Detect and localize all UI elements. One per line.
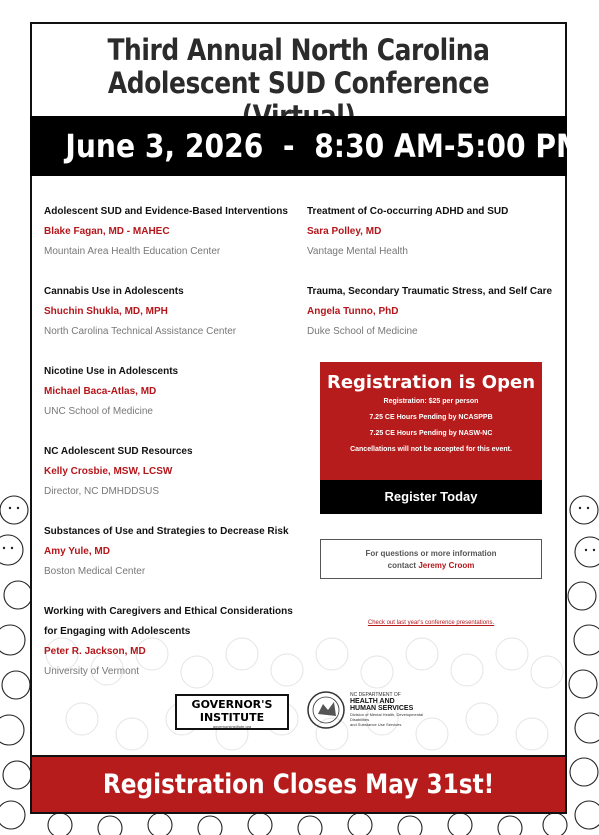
date-time-text: June 3, 2026 - 8:30 AM-5:00 PM <box>65 127 585 165</box>
registration-heading: Registration is Open <box>326 372 536 393</box>
session-org: Director, NC DMHDDSUS <box>44 486 160 497</box>
session-title: Nicotine Use in Adolescents <box>44 366 179 377</box>
session-item <box>44 362 304 422</box>
session-title: Cannabis Use in Adolescents <box>44 286 184 297</box>
title-line-1: Third Annual North Carolina <box>107 33 490 67</box>
cancellation-policy: Cancellations will not be accepted for this event. <box>350 446 512 453</box>
registration-closes-text: Registration Closes May 31st! <box>102 769 495 800</box>
session-speaker: Peter R. Jackson, MD <box>44 646 146 657</box>
governors-institute-logo <box>175 694 289 730</box>
sessions-left-column <box>44 202 304 702</box>
session-item <box>44 202 304 262</box>
session-speaker: Amy Yule, MD <box>44 546 110 557</box>
session-org: North Carolina Technical Assistance Center <box>44 326 237 337</box>
session-title: Substances of Use and Strategies to Decrease Risk <box>44 526 289 537</box>
nc-logo-line-5: and Substance Use Services <box>350 722 402 727</box>
date-time-banner <box>30 116 585 176</box>
session-speaker: Shuchin Shukla, MD, MPH <box>44 306 168 317</box>
contact-name-link[interactable]: Jeremy Croom <box>418 561 475 570</box>
session-title-continued: for Engaging with Adolescents <box>44 626 191 637</box>
session-speaker: Kelly Crosbie, MSW, LCSW <box>44 466 173 477</box>
session-title: NC Adolescent SUD Resources <box>44 446 193 457</box>
ncdhhs-logo <box>306 690 426 732</box>
ce-hours-nasw: 7.25 CE Hours Pending by NASW-NC <box>369 430 493 437</box>
session-item <box>44 282 304 342</box>
contact-prefix: contact <box>387 561 417 570</box>
contact-line-2 <box>321 560 541 572</box>
nc-logo-line-3: HUMAN SERVICES <box>350 705 414 712</box>
session-item <box>44 602 304 682</box>
gov-logo-url: governorsinstitute.org <box>212 724 252 729</box>
contact-box <box>320 539 542 579</box>
nc-logo-line-4: Division of Mental Health, Developmental Disabilities <box>350 712 424 722</box>
session-item <box>307 282 562 342</box>
session-speaker: Angela Tunno, PhD <box>307 306 399 317</box>
session-item <box>307 202 562 262</box>
session-speaker: Blake Fagan, MD - MAHEC <box>44 226 170 237</box>
last-year-presentations-link[interactable]: Check out last year's conference presentations. <box>367 620 495 626</box>
session-speaker: Michael Baca-Atlas, MD <box>44 386 157 397</box>
contact-line: For questions or more information <box>365 549 497 558</box>
poster-frame <box>30 22 585 814</box>
session-org: Mountain Area Health Education Center <box>44 246 221 257</box>
title-line-2: Adolescent SUD Conference <box>107 66 490 100</box>
registration-closes-banner <box>32 755 565 812</box>
sessions-right-column <box>307 202 562 362</box>
session-org: Vantage Mental Health <box>307 246 408 257</box>
registration-fee: Registration: $25 per person <box>383 398 479 405</box>
nc-logo-line-1: NC DEPARTMENT OF <box>350 692 401 698</box>
session-title: Working with Caregivers and Ethical Considerations <box>44 606 293 617</box>
session-title: Treatment of Co-occurring ADHD and SUD <box>307 206 509 217</box>
ce-hours-ncasppb: 7.25 CE Hours Pending by NCASPPB <box>369 414 493 421</box>
session-speaker: Sara Polley, MD <box>307 226 382 237</box>
gov-logo-line-2: INSTITUTE <box>199 711 265 724</box>
session-title: Adolescent SUD and Evidence-Based Interventions <box>44 206 288 217</box>
gov-logo-line-1: GOVERNOR'S <box>191 698 273 711</box>
nc-seal-icon <box>306 690 346 730</box>
session-org: Duke School of Medicine <box>307 326 418 337</box>
session-org: University of Vermont <box>44 666 140 677</box>
nc-logo-line-2: HEALTH AND <box>350 698 395 705</box>
register-today-button[interactable]: Register Today <box>320 480 542 514</box>
session-org: Boston Medical Center <box>44 566 146 577</box>
session-title: Trauma, Secondary Traumatic Stress, and Self Care <box>307 286 553 297</box>
session-item <box>44 522 304 582</box>
registration-box <box>320 362 542 480</box>
session-item <box>44 442 304 502</box>
session-org: UNC School of Medicine <box>44 406 153 417</box>
